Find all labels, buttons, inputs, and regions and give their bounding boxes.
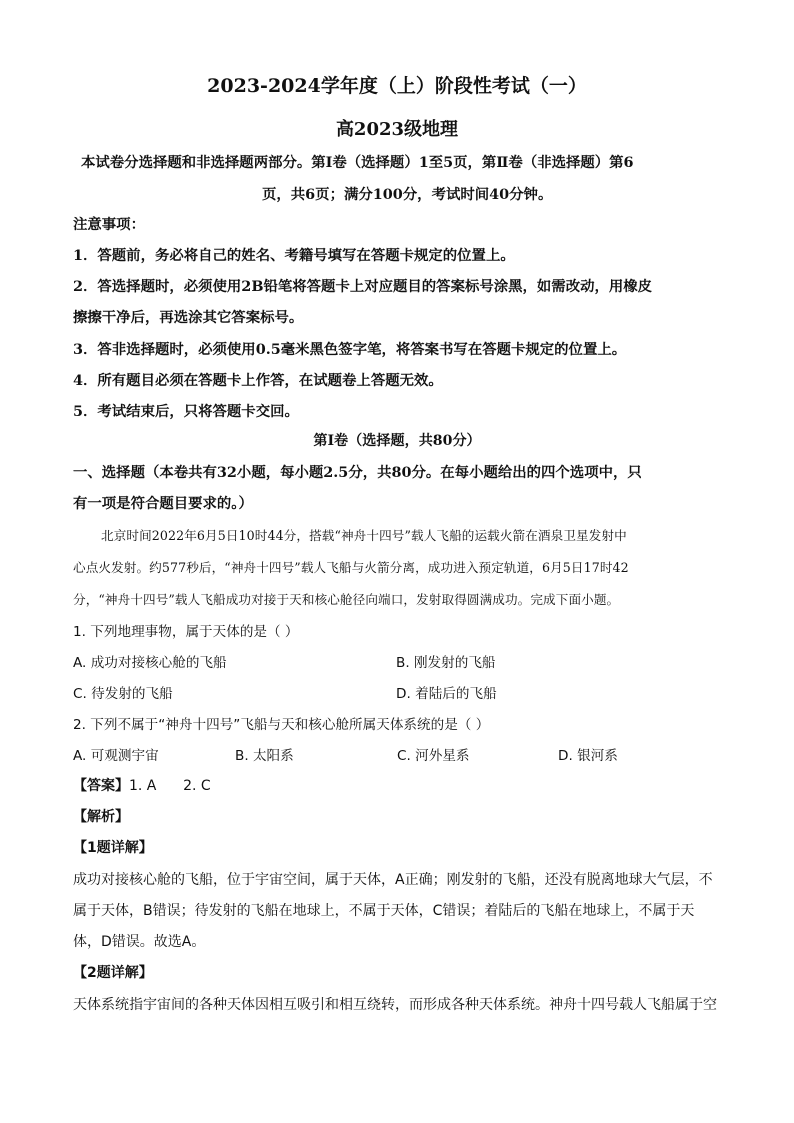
part1-instructions-b: 有一项是符合题目要求的。）: [73, 495, 253, 512]
exam-subtitle: 高2023级地理: [335, 119, 459, 140]
detail-2-line-1: 天体系统指宇宙间的各种天体因相互吸引和相互绕转，而形成各种天体系统。神舟十四号载人飞船属于空: [73, 997, 717, 1013]
q2-option-d: D. 银河系: [558, 748, 618, 764]
passage-line-1: 北京时间2022年6月5日10时44分，搭载“神舟十四号”载人飞船的运载火箭在酒泉卫星发射中: [101, 528, 627, 543]
detail-2-tag: 【2题详解】: [73, 965, 153, 981]
q1-option-b: B. 刚发射的飞船: [396, 655, 496, 671]
exam-title: 2023-2024学年度（上）阶段性考试（一）: [207, 75, 587, 97]
passage-line-2: 心点火发射。约577秒后，“神舟十四号”载人飞船与火箭分离，成功进入预定轨道，6月5日17时42: [73, 560, 629, 575]
notice-item-2b: 擦擦干净后，再选涂其它答案标号。: [73, 309, 304, 326]
q2-option-a: A. 可观测宇宙: [73, 748, 159, 764]
question-1: 1. 下列地理事物，属于天体的是（ ）: [73, 624, 299, 640]
intro-line-2: 页，共6页；满分100分，考试时间40分钟。: [262, 186, 553, 203]
answer-tag: 【答案】: [73, 778, 129, 794]
notice-item-2a: 2．答选择题时，必须使用2B铅笔将答题卡上对应题目的答案标号涂黑，如需改动，用橡皮: [73, 278, 653, 295]
q1-option-a: A. 成功对接核心舱的飞船: [73, 655, 227, 671]
notice-item-1: 1．答题前，务必将自己的姓名、考籍号填写在答题卡规定的位置上。: [73, 247, 515, 264]
notice-item-3: 3．答非选择题时，必须使用0.5毫米黑色签字笔，将答案书写在答题卡规定的位置上。: [73, 341, 627, 358]
detail-1-line-2: 属于天体，B错误；待发射的飞船在地球上，不属于天体，C错误；着陆后的飞船在地球上，不属于天: [73, 903, 695, 919]
detail-1-line-1: 成功对接核心舱的飞船，位于宇宙空间，属于天体，A正确；刚发射的飞船，还没有脱离地球大气层，不: [73, 872, 713, 888]
passage-line-3: 分，“神舟十四号”载人飞船成功对接于天和核心舱径向端口，发射取得圆满成功。完成下面小题。: [73, 592, 620, 607]
notice-item-4: 4．所有题目必须在答题卡上作答，在试题卷上答题无效。: [73, 372, 443, 389]
answer-line: [73, 775, 211, 795]
question-2: 2. 下列不属于“神舟十四号”飞船与天和核心舱所属天体系统的是（ ）: [73, 717, 490, 733]
q1-option-c: C. 待发射的飞船: [73, 686, 173, 702]
intro-line-1: 本试卷分选择题和非选择题两部分。第Ⅰ卷（选择题）1至5页，第Ⅱ卷（非选择题）第6: [81, 154, 634, 171]
q2-option-c: C. 河外星系: [397, 748, 470, 764]
q1-option-d: D. 着陆后的飞船: [396, 686, 497, 702]
notice-heading: 注意事项：: [73, 216, 145, 233]
answer-value: 1. A 2. C: [129, 778, 211, 794]
part1-instructions-a: 一、选择题（本卷共有32小题，每小题2.5分，共80分。在每小题给出的四个选项中，只: [73, 464, 642, 481]
q2-option-b: B. 太阳系: [235, 748, 294, 764]
analysis-tag: 【解析】: [73, 809, 129, 825]
detail-1-tag: 【1题详解】: [73, 840, 153, 856]
detail-1-line-3: 体，D错误。故选A。: [73, 934, 206, 950]
section-title: 第Ⅰ卷（选择题，共80分）: [313, 433, 481, 449]
notice-item-5: 5．考试结束后，只将答题卡交回。: [73, 403, 299, 420]
